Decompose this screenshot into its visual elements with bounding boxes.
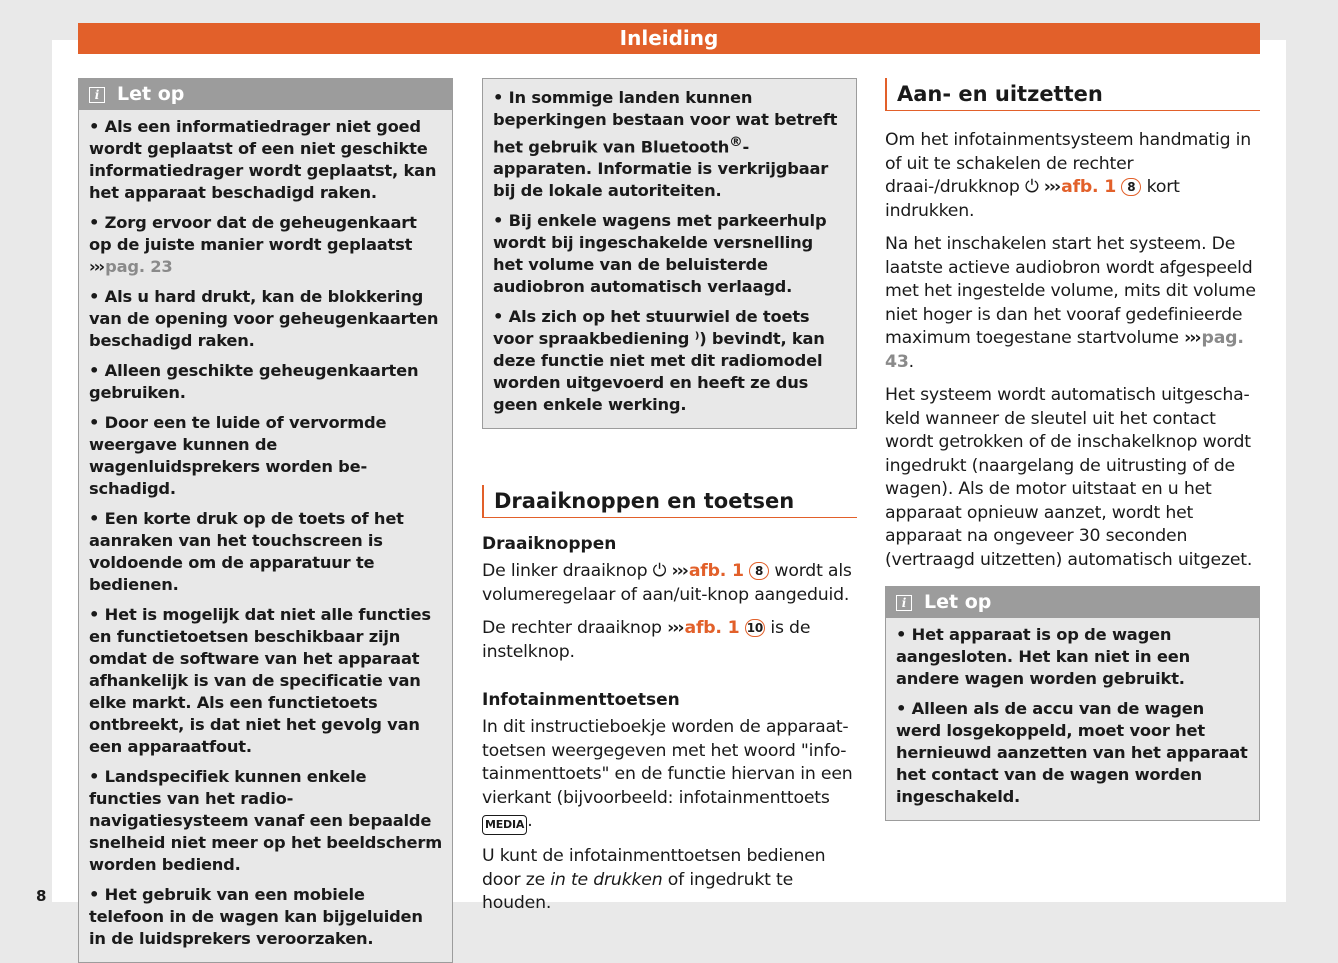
text: kort indrukken. bbox=[885, 177, 1180, 221]
text: • Zorg ervoor dat de geheugenkaart op de juiste manier wordt geplaatst bbox=[89, 213, 417, 254]
text: • Als een informatiedrager niet goed wordt geplaatst of een niet geschikte informatiedrager wordt geplaatst, kan het apparaat beschadigd raken. bbox=[89, 117, 437, 202]
note-list bbox=[483, 79, 856, 428]
page-link[interactable]: pag. 43 bbox=[885, 328, 1244, 372]
paragraph bbox=[482, 560, 857, 607]
text: is de instelknop. bbox=[482, 618, 811, 662]
text: U kunt de infotainmenttoetsen bedienen door ze bbox=[482, 846, 826, 890]
paragraph bbox=[89, 212, 442, 278]
column-right bbox=[885, 78, 1260, 821]
text: -apparaten. Informatie is verkrijgbaar bij de lokale autoriteiten. bbox=[493, 137, 829, 201]
callout-number: 8 bbox=[749, 562, 769, 580]
paragraph bbox=[482, 617, 857, 664]
figure-link[interactable]: afb. 1 bbox=[688, 561, 744, 582]
page-link[interactable]: pag. 23 bbox=[105, 257, 173, 276]
text: Om het infotainmentsysteem handmatig in of uit te schakelen de rechter draai-/drukknop bbox=[885, 130, 1251, 197]
callout-number: 8 bbox=[1121, 178, 1141, 196]
text: • Het gebruik van een mobiele telefoon in de wagen kan bijgeluiden in de luidsprekers veroorzaken. bbox=[89, 885, 423, 948]
info-icon: i bbox=[896, 595, 912, 611]
text: Het systeem wordt automatisch uitgeschakeld wanneer de sleutel uit het contact wordt getrokken of de inschakelknop wordt ingedrukt (naargelang de uitrusting of de wagen). Als de motor uitstaat en u het apparaat opnieuw aanzet, wordt het apparaat na ongeveer 30 seconden (vertraagd uitzetten) automatisch uitgezet. bbox=[885, 385, 1253, 570]
registered-mark: ® bbox=[729, 134, 743, 150]
section-title: Draaiknoppen en toetsen bbox=[482, 485, 857, 518]
text: . bbox=[908, 351, 914, 372]
warning-box-header bbox=[886, 587, 1259, 618]
text: • In sommige landen kunnen beperkingen bestaan voor wat betreft het gebruik van Bluetooth bbox=[493, 88, 838, 157]
text: Na het inschakelen start het systeem. De laatste actieve audiobron wordt afgespeeld met het ingestelde volume, mits dit volume niet hoger is dan het vooraf gedefinieerde maximum toegestane startvolume bbox=[885, 234, 1256, 348]
text: • Alleen geschikte geheugenkaarten gebruiken. bbox=[89, 361, 419, 402]
paragraph bbox=[493, 210, 846, 298]
warning-list bbox=[79, 110, 452, 962]
power-icon: ⏻ bbox=[652, 561, 667, 582]
warning-title: Let op bbox=[117, 83, 185, 105]
arrow-icon: ››› bbox=[671, 561, 687, 582]
chapter-header: Inleiding bbox=[78, 23, 1260, 54]
paragraph bbox=[896, 624, 1249, 690]
warning-box bbox=[885, 586, 1260, 821]
text: of ingedrukt te houden. bbox=[482, 869, 794, 914]
paragraph bbox=[89, 412, 442, 500]
paragraph bbox=[89, 604, 442, 758]
subheading-draaiknoppen: Draaiknoppen bbox=[482, 534, 617, 555]
text: • Het is mogelijk dat niet alle functies en functietoetsen beschikbaar zijn omdat de software van het apparaat afhankelijk is van de specificatie van elke markt. Als een functietoets ontbreekt, is dat niet het gevolg van een apparaatfout. bbox=[89, 605, 431, 756]
text: • Bij enkele wagens met parkeerhulp wordt bij ingeschakelde versnelling het volume van de beluisterde audiobron automatisch verlaagd. bbox=[493, 211, 827, 297]
warning-title: Let op bbox=[924, 591, 992, 613]
paragraph bbox=[89, 766, 442, 876]
text: • Een korte druk op de toets of het aanraken van het touchscreen is voldoende om de apparatuur te bedienen. bbox=[89, 509, 404, 594]
section-title: Aan- en uitzetten bbox=[885, 78, 1260, 111]
paragraph bbox=[89, 508, 442, 596]
text: • Alleen als de accu van de wagen werd losgekoppeld, moet voor het hernieuwd aanzetten van het apparaat het contact van de wagen worden ingeschakeld. bbox=[896, 699, 1248, 806]
text: . bbox=[527, 811, 533, 832]
page-number: 8 bbox=[36, 887, 47, 905]
paragraph bbox=[885, 233, 1260, 374]
paragraph bbox=[482, 716, 857, 835]
paragraph bbox=[493, 87, 846, 202]
text: wordt als volumeregelaar of aan/uit-knop aangeduid. bbox=[482, 561, 852, 605]
figure-link[interactable]: afb. 1 bbox=[1061, 177, 1117, 197]
power-icon: ⏻ bbox=[1024, 177, 1039, 197]
text: • Door een te luide of vervormde weergave kunnen de wagenluidsprekers worden beschadigd. bbox=[89, 413, 387, 498]
column-left bbox=[78, 78, 453, 963]
paragraph bbox=[482, 845, 857, 916]
text: De linker draaiknop bbox=[482, 561, 653, 582]
warning-box bbox=[78, 78, 453, 963]
paragraphs-infotainmenttoetsen bbox=[482, 716, 857, 916]
column-middle bbox=[482, 78, 857, 926]
paragraph bbox=[89, 116, 442, 204]
text: bevindt, kan deze functie niet met dit radiomodel worden uitgevoerd en heeft ze dus geen enkele werking. bbox=[493, 329, 825, 415]
note-box bbox=[482, 78, 857, 429]
paragraph bbox=[885, 384, 1260, 572]
paragraph bbox=[493, 306, 846, 416]
text: • Als u hard drukt, kan de blokkering van de opening voor geheugenkaarten beschadigd raken. bbox=[89, 287, 439, 350]
paragraphs-aan-uit bbox=[885, 129, 1260, 572]
emphasis: in te drukken bbox=[550, 869, 663, 890]
info-icon: i bbox=[89, 87, 105, 103]
paragraph bbox=[89, 360, 442, 404]
callout-number: 10 bbox=[746, 621, 764, 636]
arrow-icon: ››› bbox=[1184, 328, 1200, 348]
text: • Als zich op het stuurwiel de toets voor spraakbediening bbox=[493, 307, 810, 349]
paragraph bbox=[885, 129, 1260, 223]
paragraph bbox=[896, 698, 1249, 808]
warning-box-header bbox=[79, 79, 452, 110]
subheading-infotainmenttoetsen: Infotainmenttoetsen bbox=[482, 690, 680, 711]
arrow-icon: ››› bbox=[667, 618, 683, 639]
text: In dit instructieboekje worden de apparaattoetsen weergegeven met het woord "infotainmenttoets" en de functie hiervan in een vierkant (bijvoorbeeld: infotainmenttoets bbox=[482, 717, 853, 808]
text: • Landspecifiek kunnen enkele functies van het radio-navigatiesysteem vanaf een bepaalde snelheid niet meer op het beeldscherm worden bediend. bbox=[89, 767, 442, 874]
text bbox=[1038, 177, 1043, 197]
arrow-icon: ››› bbox=[1043, 177, 1060, 197]
warning-list bbox=[886, 618, 1259, 820]
voice-control-icon: ⁾) bbox=[694, 329, 707, 349]
text: De rechter draaiknop bbox=[482, 618, 668, 639]
figure-link[interactable]: afb. 1 bbox=[684, 618, 740, 639]
media-button-icon: MEDIA bbox=[482, 815, 527, 835]
text: • Het apparaat is op de wagen aangesloten. Het kan niet in een andere wagen worden gebruikt. bbox=[896, 625, 1190, 688]
arrow-icon: ››› bbox=[89, 257, 104, 276]
paragraph bbox=[89, 884, 442, 950]
paragraph bbox=[89, 286, 442, 352]
paragraphs-draaiknoppen bbox=[482, 560, 857, 664]
text bbox=[739, 618, 744, 638]
